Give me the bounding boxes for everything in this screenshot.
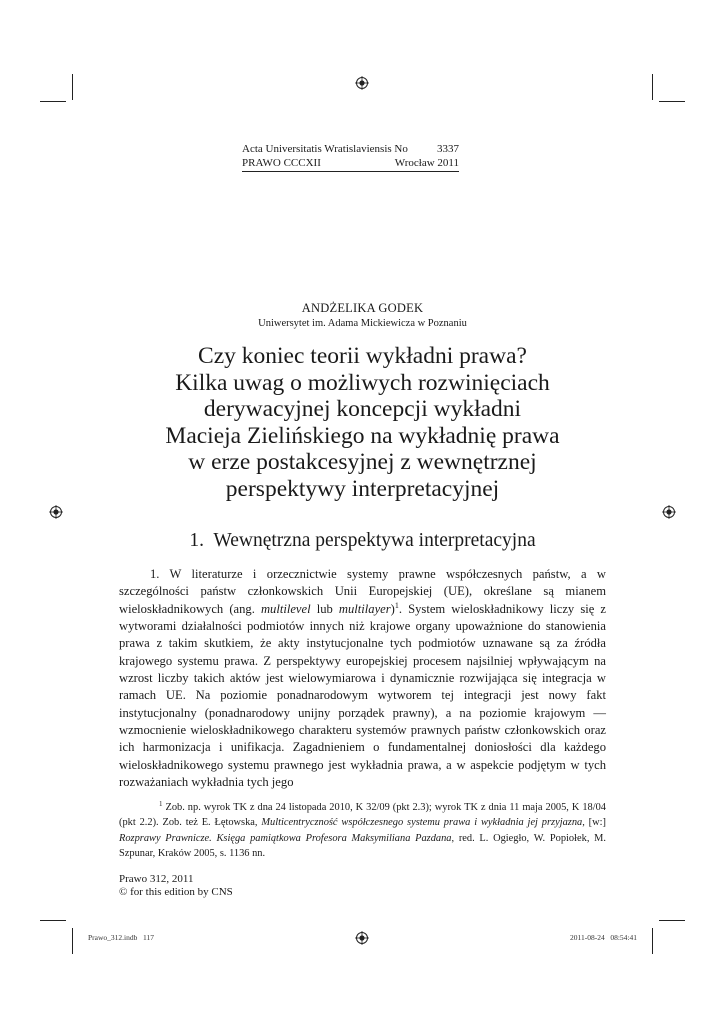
author-name: ANDŻELIKA GODEK bbox=[301, 301, 424, 315]
section-number: 1. bbox=[189, 530, 204, 551]
author-affiliation: Uniwersytet im. Adama Mickiewicza w Poznaniu bbox=[258, 318, 467, 329]
body-term-italic: multilevel bbox=[260, 601, 311, 616]
footnote-italic: Rozprawy Prawnicze. Księga pamiątkowa Profesora Maksymiliana Pazdana bbox=[119, 832, 452, 844]
title-line: perspektywy interpretacyjnej bbox=[225, 475, 500, 502]
section-heading bbox=[0, 530, 725, 552]
crop-mark-top-right-vertical bbox=[652, 74, 653, 100]
title-line: Macieja Zielińskiego na wykładnię prawa bbox=[165, 422, 560, 449]
journal-volume-line bbox=[242, 156, 459, 172]
body-paragraph bbox=[119, 566, 606, 791]
body-text-run: ) bbox=[390, 601, 395, 616]
registration-mark-icon bbox=[355, 76, 369, 90]
journal-series-line bbox=[242, 142, 459, 156]
title-line: Czy koniec teorii wykładni prawa? bbox=[198, 343, 527, 369]
registration-mark-icon bbox=[355, 931, 369, 945]
footnote-reference[interactable]: 1 bbox=[394, 600, 399, 610]
body-text-run: 1. W literaturze i orzecznictwie systemy prawne współczesnych państw, a w szczególności państw członkowskich Unii Europejskiej (UE), określane są mianem wieloskładnikowych (ang. bbox=[119, 567, 606, 616]
crop-mark-bottom-left-vertical bbox=[72, 928, 73, 954]
footnote-text-run: , [w:] bbox=[582, 817, 606, 829]
crop-mark-bottom-left-horizontal bbox=[40, 920, 66, 921]
footnote-text-run: , red. L. Ogiegło, W. Popiołek, M. Szpunar, Kraków 2005, s. 1136 nn. bbox=[119, 832, 606, 859]
journal-series: Acta Universitatis Wratislaviensis No bbox=[242, 143, 408, 155]
body-text-run: . System wieloskładnikowy liczy się z wytworami działalności podmiotów innych niż krajowe organy upoważnione do stanowienia prawa z takim skutkiem, że akty instytucjonalne tych podmiotów uznawane są za źródła krajowego systemu prawa. Z perspektywy europejskiej procesem najsilniej wpływającym na wzrost liczby takich aktów jest wielowymiarowa i dynamicznie rozwijająca się integracja w ramach UE. Na poziomie ponadnarodowym wytworem tej integracji jest nowy fakt instytucjonalny (ponadnarodowy unijny porządek prawny), a na poziomie krajowym — wzmocnienie wieloskładnikowego charakteru systemów prawnych państw członkowskich oraz ich harmonizacja i unifikacja. Zagadnieniem o fundamentalnej doniosłości dla każdego wieloskładnikowego systemu prawnego jest wykładnia prawa, a w aspekcie podjętym w tych rozważaniach wykładnia tych jego bbox=[119, 601, 606, 790]
footer-journal: Prawo 312, 2011 bbox=[119, 873, 194, 885]
footnote bbox=[119, 797, 606, 861]
article-title bbox=[110, 343, 615, 503]
crop-mark-top-left-horizontal bbox=[40, 101, 66, 102]
registration-mark-icon bbox=[49, 505, 63, 519]
footer-copyright: © for this edition by CNS bbox=[119, 886, 233, 898]
footnote-text-run: Zob. np. wyrok TK z dna 24 listopada 2010, K 32/09 (pkt 2.3); wyrok TK z dnia 11 maja 2005, K 18/04 (pkt 2.2). Zob. też E. Łętowska, bbox=[119, 802, 606, 829]
crop-mark-bottom-right-vertical bbox=[652, 928, 653, 954]
journal-volume: PRAWO CCCXII bbox=[242, 157, 321, 169]
registration-mark-icon bbox=[662, 505, 676, 519]
body-term-italic: multilayer bbox=[338, 601, 391, 616]
footnote-text bbox=[119, 797, 606, 861]
body-text bbox=[119, 566, 606, 791]
section-title: Wewnętrzna perspektywa interpretacyjna bbox=[213, 530, 536, 551]
title-line: Kilka uwag o możliwych rozwinięciach bbox=[175, 369, 550, 396]
journal-number: 3337 bbox=[437, 143, 459, 155]
journal-header bbox=[242, 142, 459, 172]
page-footer bbox=[119, 873, 233, 899]
slug-datetime: 2011-08-24 08:54:41 bbox=[569, 933, 637, 942]
crop-mark-top-left-vertical bbox=[72, 74, 73, 100]
footnote-marker: 1 bbox=[159, 800, 163, 808]
journal-place-year: Wrocław 2011 bbox=[394, 157, 459, 169]
body-text-run: lub bbox=[310, 601, 339, 616]
title-line: derywacyjnej koncepcji wykładni bbox=[203, 396, 522, 423]
footnote-italic: Multicentryczność współczesnego systemu prawa i wykładnia jej przyjazna bbox=[261, 817, 583, 829]
crop-mark-top-right-horizontal bbox=[659, 101, 685, 102]
crop-mark-bottom-right-horizontal bbox=[659, 920, 685, 921]
title-line: w erze postakcesyjnej z wewnętrznej bbox=[188, 449, 537, 476]
slug-filename: Prawo_312.indb 117 bbox=[88, 933, 154, 942]
